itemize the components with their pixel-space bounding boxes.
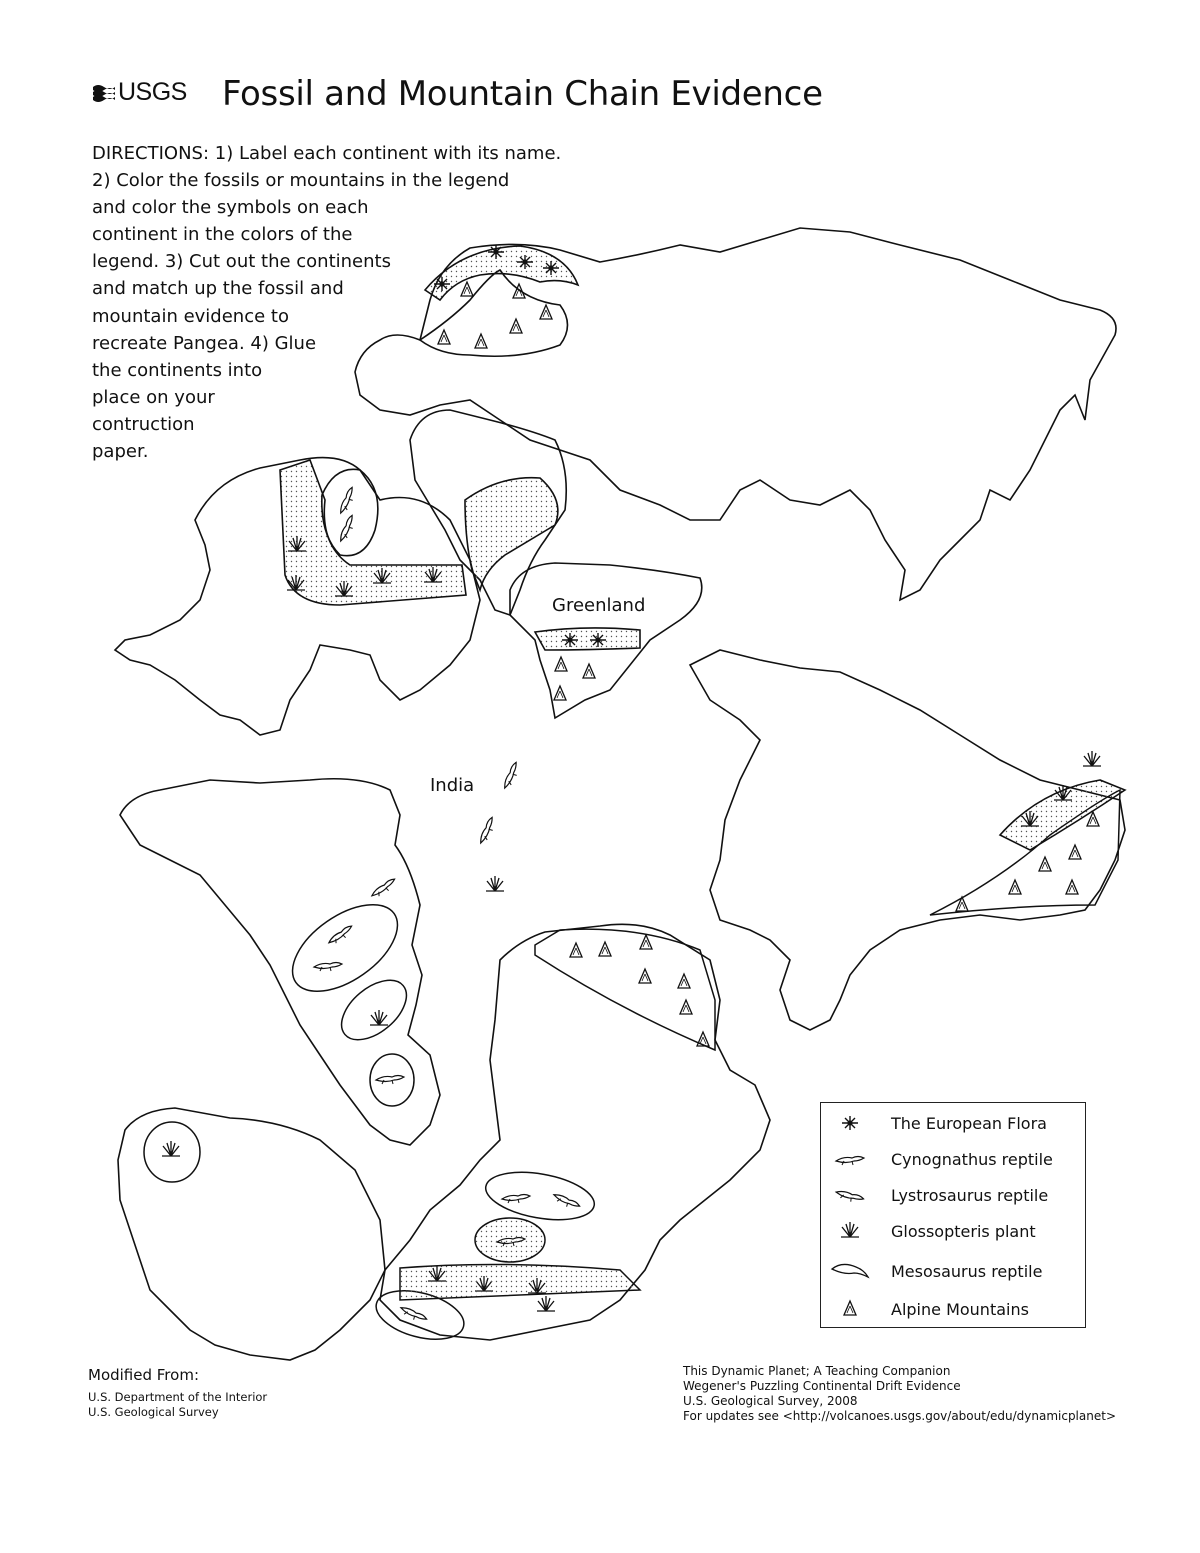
directions-line: DIRECTIONS: 1) Label each continent with its name. [92, 143, 562, 164]
india-label: India [430, 775, 475, 796]
legend-item [821, 1177, 1085, 1213]
mesosaurus-icon [828, 1257, 872, 1285]
directions-line: and match up the fossil and [92, 278, 344, 300]
india-glossopteris-band [465, 478, 558, 590]
australia-outline [118, 1108, 385, 1360]
footer-link[interactable]: For updates see <http://volcanoes.usgs.gov/about/edu/dynamicplanet> [683, 1409, 1116, 1423]
south-america-outline [120, 779, 440, 1145]
directions-line: continent in the colors of the [92, 224, 353, 246]
greenland-label: Greenland [552, 595, 646, 616]
greenland-flora-band [535, 628, 640, 650]
footer-credits [683, 1364, 1116, 1424]
legend-label: Alpine Mountains [891, 1299, 1029, 1319]
directions-line: contruction [92, 413, 195, 435]
directions-line: and color the symbols on each [92, 197, 369, 219]
legend-item [821, 1213, 1085, 1249]
directions-line: 2) Color the fossils or mountains in the legend [92, 170, 510, 192]
antarctica-outline [690, 650, 1125, 1030]
directions-line: place on your [92, 386, 215, 408]
mountain-icon [840, 1299, 860, 1319]
legend-label: The European Flora [891, 1113, 1047, 1133]
directions-line: mountain evidence to [92, 305, 289, 327]
footer-line: U.S. Geological Survey [88, 1405, 219, 1419]
legend-item [821, 1105, 1085, 1141]
footer-source [88, 1366, 267, 1420]
mountain-symbols [438, 282, 1099, 1046]
footer-line: Wegener's Puzzling Continental Drift Evidence [683, 1379, 961, 1393]
european-flora-icon [835, 1113, 865, 1133]
legend-label: Cynognathus reptile [891, 1149, 1053, 1169]
directions-line: legend. 3) Cut out the continents [92, 251, 391, 273]
footer-line: U.S. Department of the Interior [88, 1390, 268, 1404]
cynognathus-icon [830, 1149, 870, 1169]
reptile-symbols [314, 487, 580, 1326]
legend-label: Mesosaurus reptile [891, 1261, 1043, 1281]
directions-line: paper. [92, 441, 149, 463]
legend [820, 1102, 1086, 1328]
directions-line: the continents into [92, 359, 263, 381]
footer-line: This Dynamic Planet; A Teaching Companion [683, 1364, 951, 1378]
page-title: Fossil and Mountain Chain Evidence [222, 74, 823, 114]
legend-item [821, 1253, 1085, 1289]
lystrosaurus-icon [832, 1183, 868, 1207]
glossopteris-icon [835, 1219, 865, 1243]
legend-label: Lystrosaurus reptile [891, 1185, 1049, 1205]
directions-line: recreate Pangea. 4) Glue [92, 332, 317, 354]
logo-text: USGS [118, 78, 187, 106]
legend-item [821, 1291, 1085, 1327]
legend-label: Glossopteris plant [891, 1221, 1036, 1241]
footer-line: U.S. Geological Survey, 2008 [683, 1394, 858, 1408]
north-america-lystrosaurus-region [322, 469, 378, 555]
footer-heading: Modified From: [88, 1366, 199, 1384]
legend-item [821, 1141, 1085, 1177]
